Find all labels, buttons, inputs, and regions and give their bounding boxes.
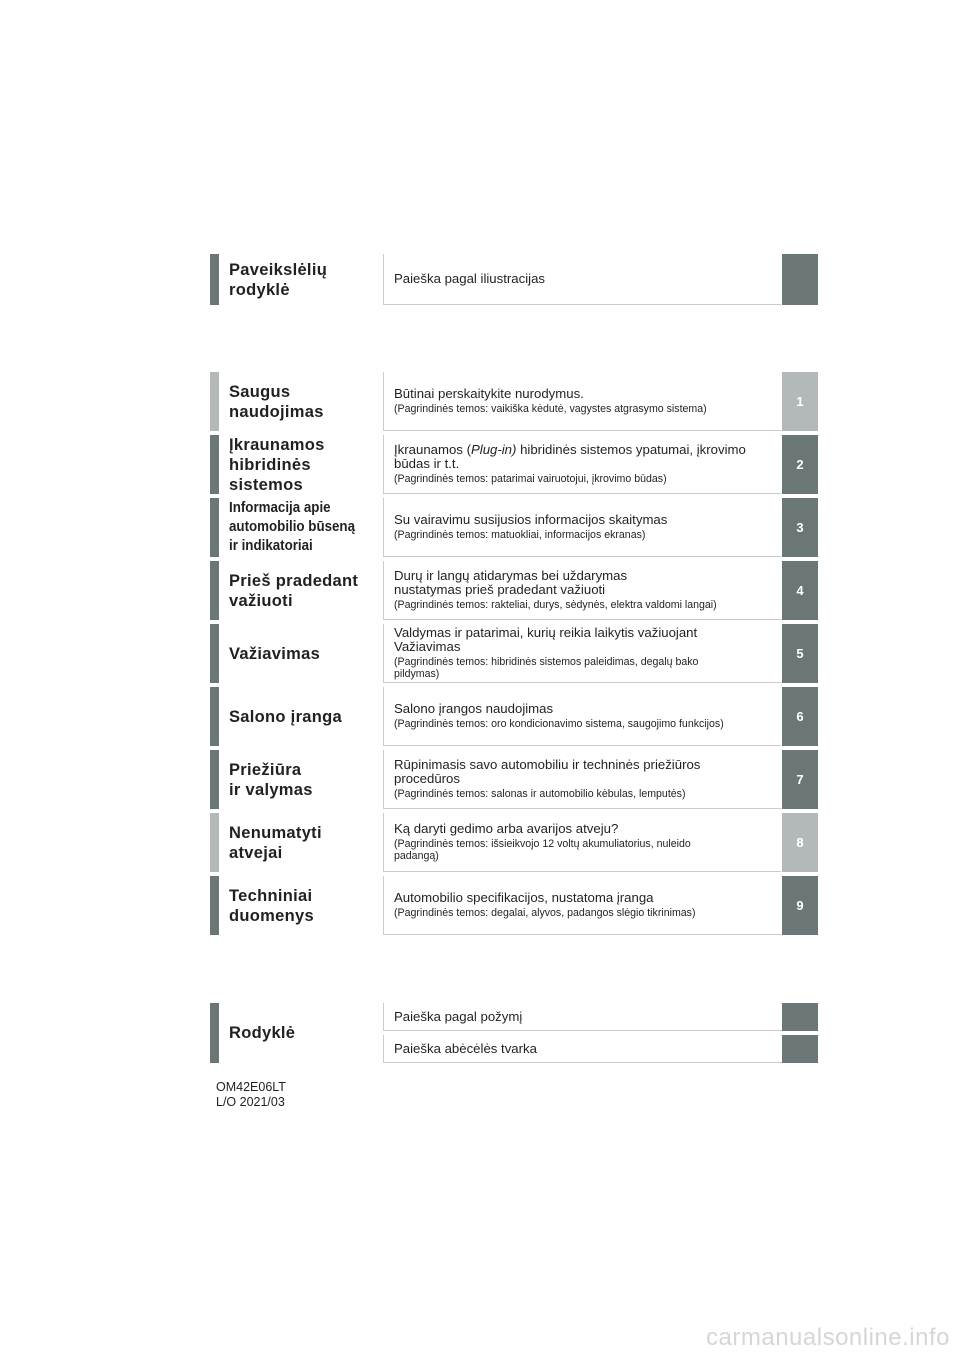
section-sub-text: (Pagrindinės temos: išsieikvojo 12 voltų akumuliatorius, nuleido padangą)	[394, 838, 691, 862]
index-item-label: Paieška pagal požymį	[394, 1008, 523, 1024]
section-tab-5[interactable]: 5	[782, 624, 818, 683]
section-tab-7[interactable]: 7	[782, 750, 818, 809]
section-bar	[210, 498, 219, 557]
section-main-text	[394, 443, 781, 471]
section-title: Nenumatyti atvejai	[229, 823, 322, 862]
section-sub-text: (Pagrindinės temos: patarimai vairuotojui, įkrovimo būdas)	[394, 472, 667, 485]
index-tab-features[interactable]	[782, 1003, 818, 1031]
section-bar	[210, 435, 219, 494]
section-sub-text: (Pagrindinės temos: oro kondicionavimo sistema, saugojimo funkcijos)	[394, 717, 724, 730]
section-title: Salono įranga	[229, 707, 343, 726]
section-bar	[210, 813, 219, 872]
index-title: Rodyklė	[229, 1024, 296, 1042]
section-desc	[383, 813, 781, 872]
picture-index-title: Paveikslėlių rodyklė	[229, 260, 328, 299]
picture-index-tab[interactable]	[782, 254, 818, 305]
index-item-label: Paieška abėcėlės tvarka	[394, 1040, 537, 1056]
section-bar	[210, 750, 219, 809]
main-text-post: hibridinės sistemos ypatumai, įkrovimo būdas ir t.t.	[394, 441, 746, 471]
section-bar	[210, 876, 219, 935]
document-date: L/O 2021/03	[216, 1095, 285, 1109]
picture-index-desc-text: Paieška pagal iliustracijas	[394, 271, 545, 286]
section-sub-text: (Pagrindinės temos: matuokliai, informacijos ekranas)	[394, 528, 646, 541]
section-main-text: Automobilio specifikacijos, nustatoma įranga	[394, 889, 654, 905]
section-bar	[210, 561, 219, 620]
section-title: Prieš pradedant važiuoti	[229, 571, 359, 610]
section-bar	[210, 1003, 219, 1063]
picture-index-row[interactable]	[210, 254, 818, 305]
main-text-italic: Plug-in)	[470, 441, 517, 457]
section-desc	[383, 876, 781, 935]
section-tab-6[interactable]: 6	[782, 687, 818, 746]
section-row-5[interactable]	[210, 624, 818, 683]
index-item-alphabetical[interactable]	[383, 1035, 818, 1063]
section-sub-text: (Pagrindinės temos: vaikiška kėdutė, vagystes atgrasymo sistema)	[394, 402, 707, 415]
section-bar	[210, 624, 219, 683]
picture-index-desc	[383, 254, 781, 305]
index-row	[210, 1003, 818, 1063]
index-item-features[interactable]	[383, 1003, 818, 1031]
watermark: carmanualsonline.info	[706, 1324, 950, 1351]
section-desc	[383, 372, 781, 431]
section-tab-2[interactable]: 2	[782, 435, 818, 494]
section-main-text: Būtinai perskaitykite nurodymus.	[394, 385, 584, 401]
section-desc	[383, 498, 781, 557]
section-main-text: Valdymas ir patarimai, kurių reikia laikytis važiuojant Važiavimas	[394, 625, 698, 654]
section-tab-3[interactable]: 3	[782, 498, 818, 557]
section-title: Įkraunamos hibridinės sistemos	[229, 435, 325, 494]
section-title: Saugus naudojimas	[229, 382, 324, 421]
section-title: Techniniai duomenys	[229, 886, 314, 925]
section-sub-text: (Pagrindinės temos: rakteliai, durys, sėdynės, elektra valdomi langai)	[394, 598, 717, 611]
section-main-text: Durų ir langų atidarymas bei uždarymas nustatymas prieš pradedant važiuoti	[394, 567, 628, 597]
section-row-6[interactable]	[210, 687, 818, 746]
section-row-8[interactable]	[210, 813, 818, 872]
section-main-text: Su vairavimu susijusios informacijos skaitymas	[394, 511, 668, 527]
section-row-2[interactable]	[210, 435, 818, 494]
section-desc	[383, 624, 781, 683]
section-title: Priežiūra ir valymas	[229, 760, 313, 799]
section-row-7[interactable]	[210, 750, 818, 809]
main-text-pre: Įkraunamos (	[394, 441, 471, 457]
section-desc	[383, 750, 781, 809]
section-sub-text: (Pagrindinės temos: degalai, alyvos, padangos slėgio tikrinimas)	[394, 906, 696, 919]
section-desc	[383, 687, 781, 746]
section-row-9[interactable]	[210, 876, 818, 935]
section-tab-9[interactable]: 9	[782, 876, 818, 935]
index-item-desc	[383, 1003, 782, 1031]
section-title: Informacija apie automobilio būseną ir indikatoriai	[229, 500, 355, 554]
section-tab-8[interactable]: 8	[782, 813, 818, 872]
section-row-4[interactable]	[210, 561, 818, 620]
section-bar	[210, 687, 219, 746]
section-tab-4[interactable]: 4	[782, 561, 818, 620]
section-main-text: Salono įrangos naudojimas	[394, 700, 554, 716]
index-item-desc	[383, 1035, 782, 1063]
document-code: OM42E06LT	[216, 1080, 286, 1094]
section-main-text: Rūpinimasis savo automobiliu ir techninės priežiūros procedūros	[394, 756, 701, 786]
document-footer	[216, 1080, 286, 1110]
section-sub-text: (Pagrindinės temos: hibridinės sistemos paleidimas, degalų bako pildymas)	[394, 656, 699, 680]
section-main-text: Ką daryti gedimo arba avarijos atveju?	[394, 821, 619, 836]
section-desc	[383, 435, 781, 494]
section-title: Važiavimas	[229, 644, 321, 663]
section-desc	[383, 561, 781, 620]
section-bar	[210, 372, 219, 431]
section-row-1[interactable]	[210, 372, 818, 431]
section-tab-1[interactable]: 1	[782, 372, 818, 431]
index-tab-alphabetical[interactable]	[782, 1035, 818, 1063]
section-sub-text: (Pagrindinės temos: salonas ir automobilio kėbulas, lemputės)	[394, 787, 686, 800]
section-bar	[210, 254, 219, 305]
section-row-3[interactable]	[210, 498, 818, 557]
